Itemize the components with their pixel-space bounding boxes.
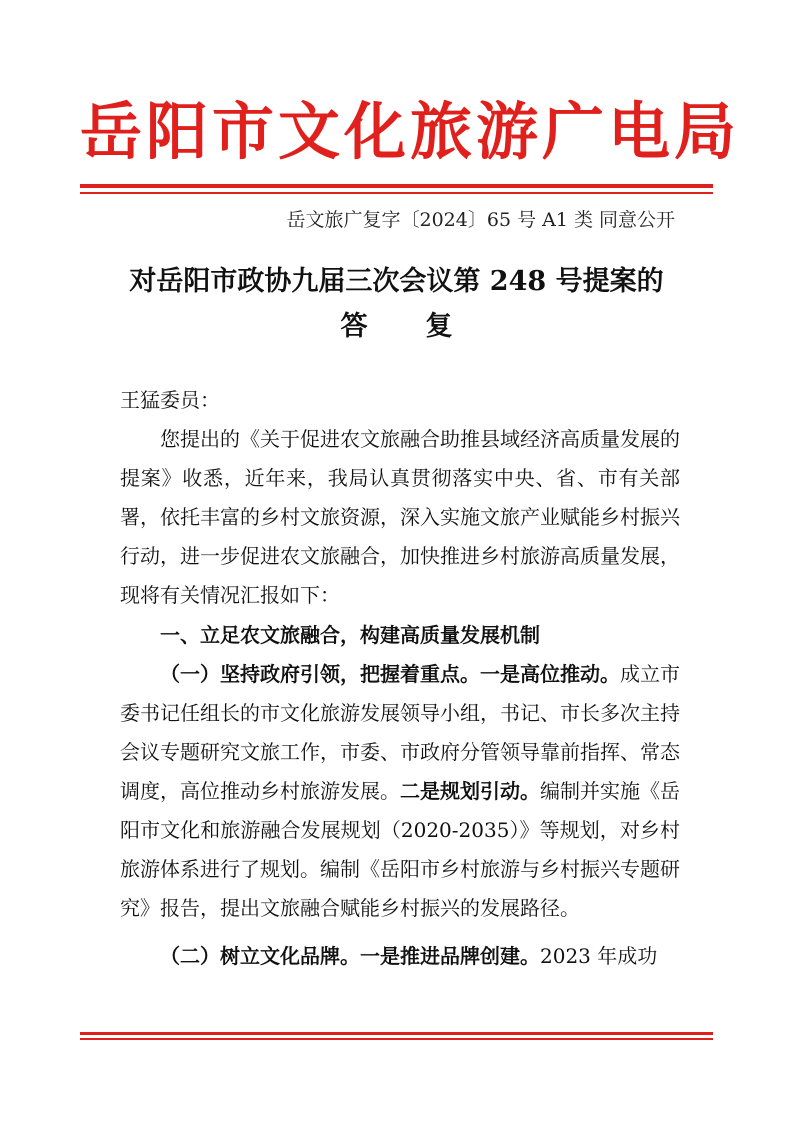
paragraph-1-text-1: 成立市委书记任组长的市文化旅游发展领导小组，书记、市长多次主持会议专题研究文旅工作，市委、市政府分管领导靠前指挥、常态调度，高位推动乡村旅游发展。 bbox=[120, 661, 680, 803]
paragraph-1-keyword-1: 一是高位推动。 bbox=[480, 661, 620, 686]
masthead-title: 岳阳市文化旅游广电局 bbox=[80, 95, 741, 168]
document-body bbox=[120, 381, 680, 976]
footer-rule-thin bbox=[80, 1038, 713, 1040]
paragraph-2-keyword-1: 一是推进品牌创建。 bbox=[360, 944, 540, 969]
paragraph-1-lead: （一）坚持政府引领，把握着重点。 bbox=[160, 661, 480, 686]
masthead-rule-thick bbox=[80, 184, 713, 188]
paragraph-1-text-2: 编制并实施《岳阳市文化和旅游融合发展规划（2020-2035）》等规划，对乡村旅游体系进行了规划。编制《岳阳市乡村旅游与乡村振兴专题研究》报告，提出文旅融合赋能乡村振兴的发展路径。 bbox=[120, 778, 680, 921]
intro-paragraph: 您提出的《关于促进农文旅融合助推县域经济高质量发展的提案》收悉，近年来，我局认真贯彻落实中央、省、市有关部署，依托丰富的乡村文旅资源，深入实施文旅产业赋能乡村振兴行动，进一步促进农文旅融合，加快推进乡村旅游高质量发展，现将有关情况汇报如下： bbox=[120, 427, 680, 608]
paragraph-1-keyword-2: 二是规划引动。 bbox=[400, 778, 540, 803]
footer-rule-thick bbox=[80, 1032, 713, 1035]
paragraph-2-lead: （二）树立文化品牌。 bbox=[160, 944, 360, 969]
paragraph-1 bbox=[120, 655, 680, 929]
section-heading-1: 一、立足农文旅融合，构建高质量发展机制 bbox=[160, 622, 540, 647]
document-title-line2: 答复 bbox=[340, 311, 511, 342]
salutation: 王猛委员： bbox=[120, 388, 220, 412]
masthead-rule-thin bbox=[80, 192, 713, 194]
document-number: 岳文旅广复字〔2024〕65 号 A1 类 同意公开 bbox=[286, 209, 675, 231]
document-title-line1: 对岳阳市政协九届三次会议第 248 号提案的 bbox=[129, 266, 664, 297]
paragraph-2 bbox=[120, 937, 680, 976]
paragraph-2-text-1: 2023 年成功 bbox=[540, 944, 658, 969]
